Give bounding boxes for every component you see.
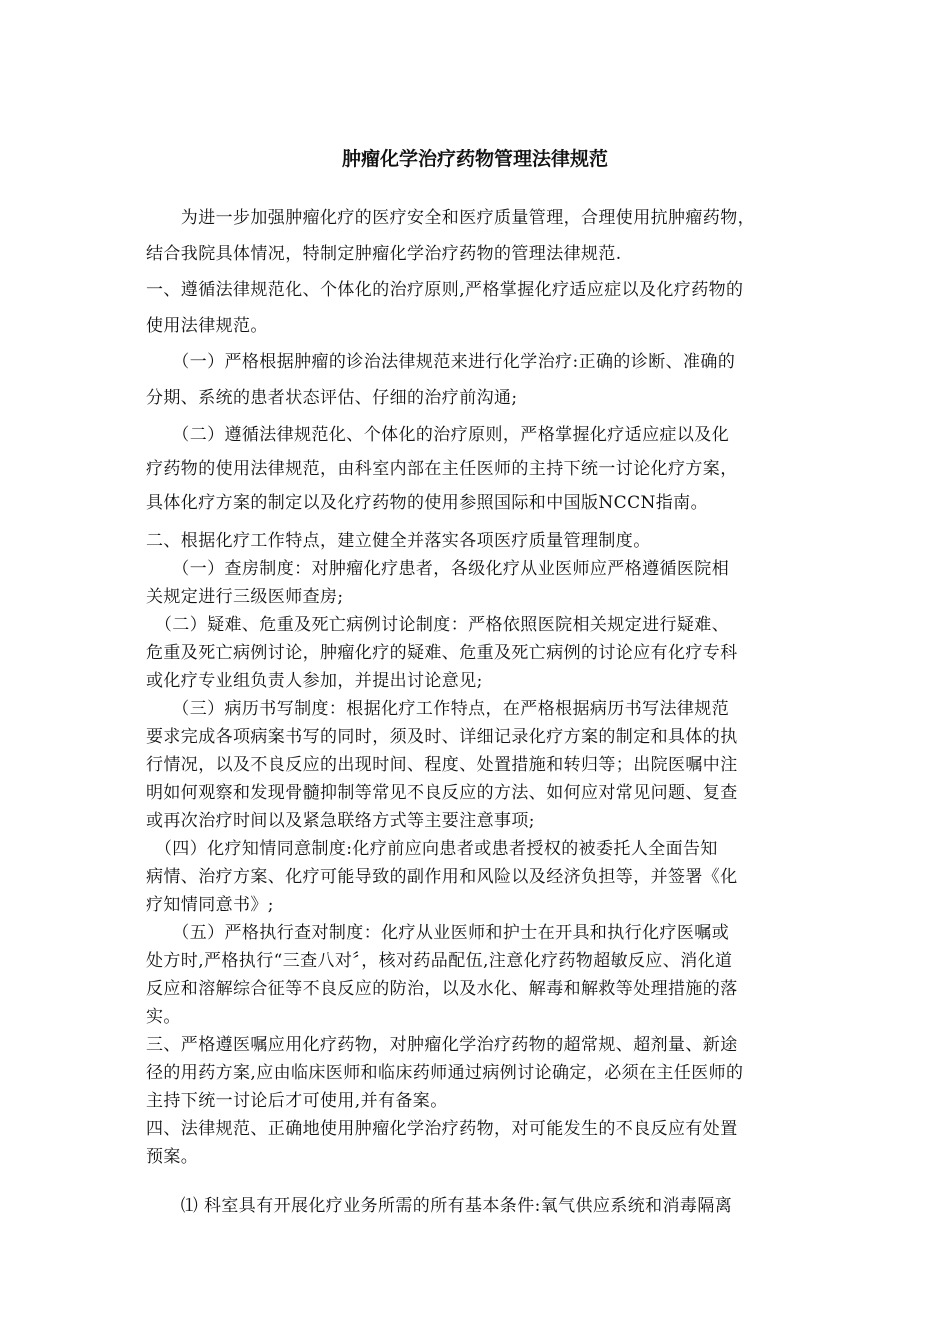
document-title: 肿瘤化学治疗药物管理法律规范	[341, 148, 608, 170]
text-line: 一、遵循法律规范化、个体化的治疗原则,严格掌握化疗适应症以及化疗药物的	[146, 280, 744, 300]
text-line: 疗知情同意书》;	[146, 895, 274, 915]
section-1-item-2	[146, 418, 806, 520]
text-line: 明如何观察和发现骨髓抑制等常见不良反应的方法、如何应对常见问题、复查	[146, 783, 738, 803]
text-line: 主持下统一讨论后才可使用,并有备案。	[146, 1091, 448, 1111]
text-line: 病情、治疗方案、化疗可能导致的副作用和风险以及经济负担等，并签署《化	[146, 867, 738, 887]
section-2-through-4-body	[146, 527, 806, 1171]
text-line: 或再次治疗时间以及紧急联络方式等主要注意事项;	[146, 811, 535, 831]
text-line: 为进一步加强肿瘤化疗的医疗安全和医疗质量管理，合理使用抗肿瘤药物，	[146, 208, 755, 228]
text-line: 行情况，以及不良反应的出现时间、程度、处置措施和转归等；出院医嘱中注	[146, 755, 738, 775]
text-line: 使用法律规范。	[146, 316, 268, 336]
text-line: 实。	[146, 1007, 181, 1027]
text-line: 四、法律规范、正确地使用肿瘤化学治疗药物，对可能发生的不良反应有处置	[146, 1119, 738, 1139]
text-line: 具体化疗方案的制定以及化疗药物的使用参照国际和中国版NCCN指南。	[146, 493, 708, 513]
text-line: 或化疗专业组负责人参加，并提出讨论意见;	[146, 671, 483, 691]
text-line: （五）严格执行查对制度：化疗从业医师和护士在开具和执行化疗医嘱或	[146, 923, 730, 943]
text-line: 分期、系统的患者状态评估、仔细的治疗前沟通;	[146, 388, 518, 408]
text-line: 反应和溶解综合征等不良反应的防治，以及水化、解毒和解救等处理措施的落	[146, 979, 738, 999]
text-line: 要求完成各项病案书写的同时，须及时、详细记录化疗方案的制定和具体的执	[146, 727, 738, 747]
text-line: 疗药物的使用法律规范，由科室内部在主任医师的主持下统一讨论化疗方案，	[146, 459, 738, 479]
text-line: 预案。	[146, 1147, 199, 1167]
section-4-item-1	[146, 1188, 806, 1224]
text-line: 处方时,严格执行“三查八对〞，核对药品配伍,注意化疗药物超敏反应、消化道	[146, 951, 733, 971]
intro-paragraph	[146, 200, 806, 272]
text-line: ⑴ 科室具有开展化疗业务所需的所有基本条件:氧气供应系统和消毒隔离	[146, 1196, 733, 1216]
text-line: 二、根据化疗工作特点，建立健全并落实各项医疗质量管理制度。	[146, 531, 651, 551]
text-line: （一）查房制度：对肿瘤化疗患者，各级化疗从业医师应严格遵循医院相	[146, 559, 730, 579]
text-line: （三）病历书写制度：根据化疗工作特点，在严格根据病历书写法律规范	[146, 699, 730, 719]
text-line: 径的用药方案,应由临床医师和临床药师通过病例讨论确定，必须在主任医师的	[146, 1063, 744, 1083]
text-line: 危重及死亡病例讨论，肿瘤化疗的疑难、危重及死亡病例的讨论应有化疗专科	[146, 643, 738, 663]
text-line: 三、严格遵医嘱应用化疗药物，对肿瘤化学治疗药物的超常规、超剂量、新途	[146, 1035, 738, 1055]
text-line: （一）严格根据肿瘤的诊治法律规范来进行化学治疗:正确的诊断、准确的	[146, 352, 736, 372]
text-line: （二）遵循法律规范化、个体化的治疗原则，严格掌握化疗适应症以及化	[146, 425, 730, 445]
text-line: 结合我院具体情况，特制定肿瘤化学治疗药物的管理法律规范.	[146, 244, 622, 264]
text-line: （二）疑难、危重及死亡病例讨论制度：严格依照医院相关规定进行疑难、	[146, 615, 730, 635]
text-line: 关规定进行三级医师查房;	[146, 587, 344, 607]
section-1-item-1	[146, 344, 806, 416]
section-1-heading	[146, 272, 806, 344]
text-line: （四）化疗知情同意制度:化疗前应向患者或患者授权的被委托人全面告知	[146, 839, 718, 859]
